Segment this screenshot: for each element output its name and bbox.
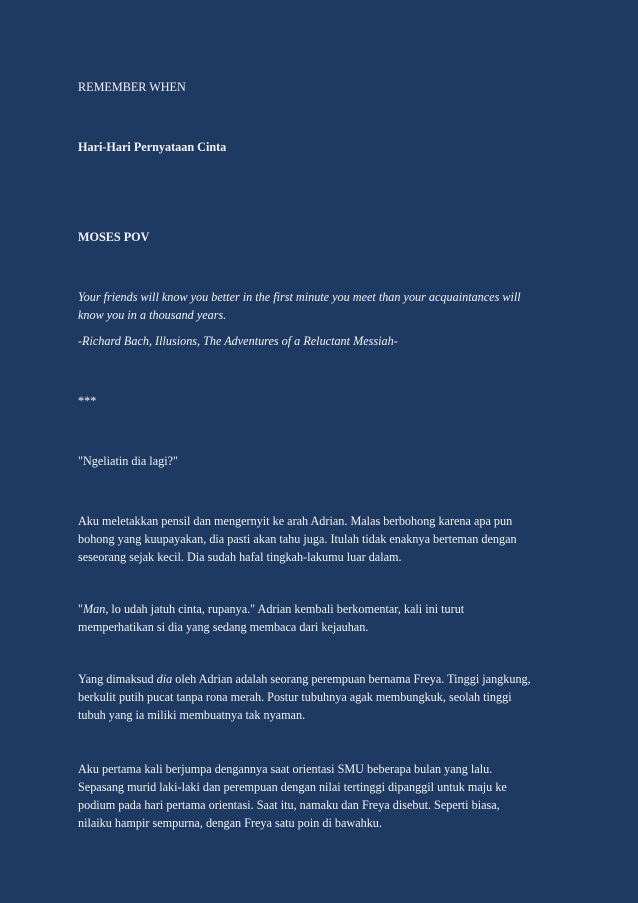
emphasis-word: dia: [156, 672, 173, 686]
paragraph-line: nilaiku hampir sempurna, dengan Freya satu poin di bawahku.: [78, 816, 382, 830]
paragraph-line: berkulit putih pucat tanpa rona merah. Postur tubuhnya agak membungkuk, seolah tinggi: [78, 690, 512, 704]
quote-mark: ": [78, 602, 83, 616]
paragraph-line: Aku pertama kali berjumpa dengannya saat orientasi SMU beberapa bulan yang lalu.: [78, 762, 493, 776]
line-text: oleh Adrian adalah seorang perempuan bernama Freya. Tinggi jangkung,: [172, 672, 531, 686]
epigraph-line: know you in a thousand years.: [78, 308, 227, 322]
paragraph-line: bohong yang kuupayakan, dia pasti akan tahu juga. Itulah tidak enaknya berteman dengan: [78, 532, 517, 546]
paragraph: [78, 670, 578, 724]
epigraph-quote: [78, 288, 578, 324]
paragraph-line: seseorang sejak kecil. Dia sudah hafal tingkah-lakumu luar dalam.: [78, 550, 402, 564]
scene-separator: ***: [78, 394, 97, 408]
epigraph-line: Your friends will know you better in the first minute you meet than your acquaintances will: [78, 290, 521, 304]
book-title: REMEMBER WHEN: [78, 80, 186, 94]
paragraph-line: memperhatikan si dia yang sedang membaca dari kejauhan.: [78, 620, 369, 634]
line-text: , lo udah jatuh cinta, rupanya." Adrian kembali berkomentar, kali ini turut: [105, 602, 465, 616]
paragraph-line: [78, 670, 578, 688]
chapter-title: Hari-Hari Pernyataan Cinta: [78, 140, 227, 154]
paragraph: [78, 600, 578, 636]
pov-heading: MOSES POV: [78, 230, 150, 244]
paragraph-line: tubuh yang ia miliki membuatnya tak nyaman.: [78, 708, 306, 722]
paragraph-line: [78, 600, 578, 618]
paragraph-line: Aku meletakkan pensil dan mengernyit ke arah Adrian. Malas berbohong karena apa pun: [78, 514, 513, 528]
epigraph-attribution: -Richard Bach, Illusions, The Adventures of a Reluctant Messiah-: [78, 334, 398, 348]
paragraph: [78, 512, 578, 566]
dialogue-line: "Ngeliatin dia lagi?": [78, 454, 178, 468]
line-text: Yang dimaksud: [78, 672, 157, 686]
paragraph: [78, 760, 578, 832]
paragraph-line: Sepasang murid laki-laki dan perempuan dengan nilai tertinggi dipanggil untuk maju ke: [78, 780, 507, 794]
emphasis-word: Man: [82, 602, 106, 616]
paragraph-line: podium pada hari pertama orientasi. Saat itu, namaku dan Freya disebut. Seperti biasa,: [78, 798, 500, 812]
